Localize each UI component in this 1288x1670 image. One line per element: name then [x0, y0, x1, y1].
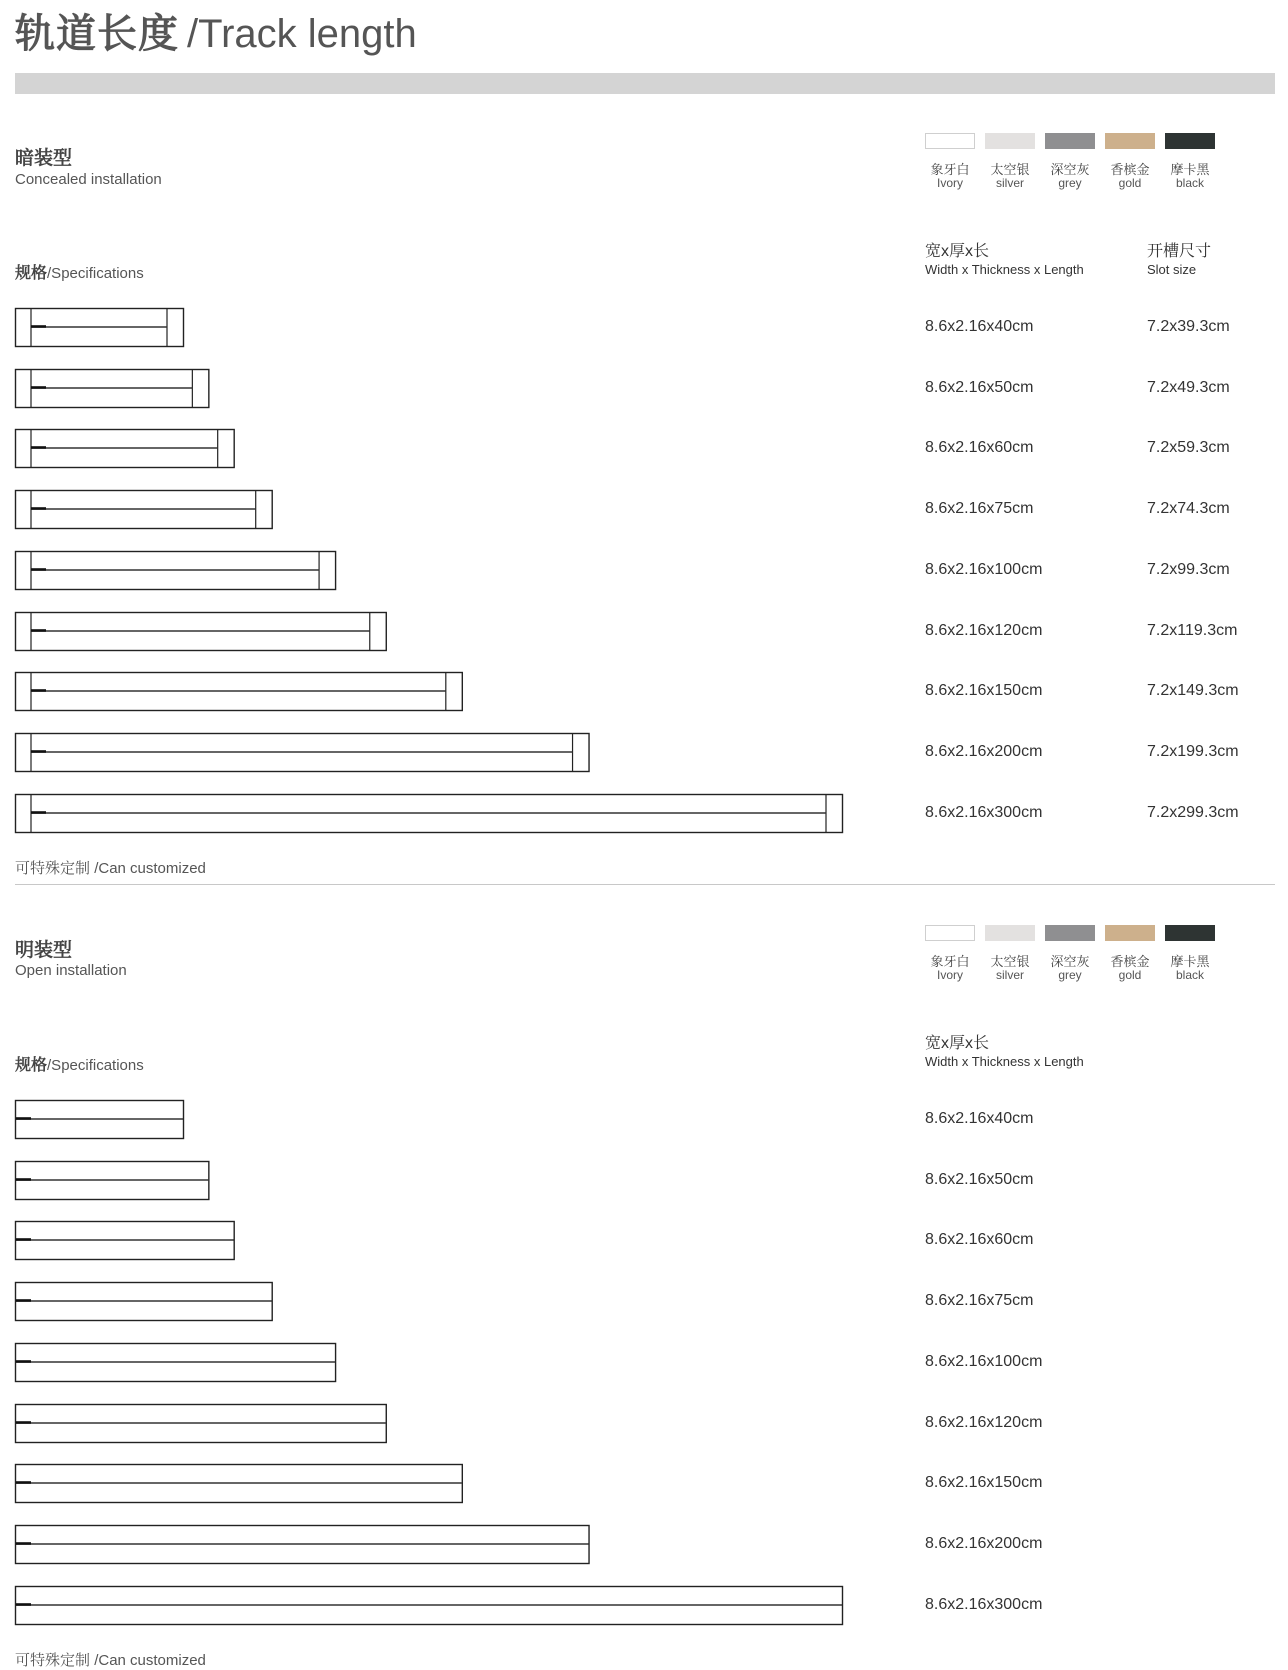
concealed-swatch-label-en: Ivory [936, 176, 963, 190]
concealed-slot-value: 7.2x149.3cm [1147, 682, 1239, 700]
open-track-drawing-100 [15, 1343, 337, 1383]
concealed-dims-value: 8.6x2.16x300cm [925, 803, 1043, 821]
open-swatch-label-cn: 太空银 [990, 954, 1030, 969]
open-track-drawing-300 [15, 1586, 844, 1626]
open-dims-value: 8.6x2.16x75cm [925, 1292, 1034, 1310]
open-title-en: Open installation [15, 962, 127, 979]
concealed-swatch-label-en: black [1175, 176, 1204, 190]
open-custom-note [15, 1649, 206, 1670]
open-dims-value: 8.6x2.16x60cm [925, 1231, 1034, 1249]
open-swatch-label-en: black [1175, 968, 1204, 982]
open-dims-value: 8.6x2.16x200cm [925, 1534, 1043, 1552]
concealed-title-cn: 暗装型 [15, 148, 73, 169]
open-swatch-label-cn: 象牙白 [930, 954, 970, 969]
concealed-slot-value: 7.2x299.3cm [1147, 803, 1239, 821]
open-custom-en: /Can customized [94, 1652, 206, 1669]
open-track-drawing-60 [15, 1221, 236, 1261]
open-track-drawing-120 [15, 1404, 388, 1444]
open-custom-cn: 可特殊定制 [15, 1652, 91, 1669]
open-dims-value: 8.6x2.16x40cm [925, 1110, 1034, 1127]
concealed-custom-cn: 可特殊定制 [15, 860, 91, 877]
concealed-col2-header-cn: 开槽尺寸 [1147, 243, 1212, 260]
open-swatch-label-en: Ivory [936, 968, 963, 982]
concealed-swatch-label-cn: 深空灰 [1050, 162, 1090, 177]
concealed-spec-cn: 规格 [15, 265, 48, 282]
concealed-swatch-label-en: silver [995, 176, 1024, 190]
concealed-dims-value: 8.6x2.16x40cm [925, 318, 1034, 335]
page-title-en: /Track length [187, 12, 417, 56]
concealed-dims-value: 8.6x2.16x120cm [925, 621, 1043, 639]
open-dims-value: 8.6x2.16x50cm [925, 1170, 1034, 1188]
concealed-dims-value: 8.6x2.16x50cm [925, 378, 1034, 396]
open-spec-en: /Specifications [47, 1057, 144, 1074]
concealed-track-drawing-75 [15, 490, 274, 530]
concealed-track-drawing-300 [15, 794, 844, 834]
open-swatch-black [1165, 925, 1215, 941]
concealed-slot-value: 7.2x119.3cm [1147, 621, 1238, 639]
concealed-swatch-black [1165, 133, 1215, 149]
concealed-track-drawing-40 [15, 308, 185, 348]
open-title-cn: 明装型 [15, 940, 73, 961]
open-swatch-grey [1045, 925, 1095, 941]
concealed-title-en: Concealed installation [15, 171, 162, 188]
open-track-drawing-150 [15, 1464, 464, 1504]
open-track-drawing-75 [15, 1282, 274, 1322]
open-swatch-silver [985, 925, 1035, 941]
open-track-drawing-200 [15, 1525, 591, 1565]
open-swatch-gold [1105, 925, 1155, 941]
concealed-swatch-ivory [925, 133, 975, 149]
section-divider [15, 884, 1275, 885]
concealed-swatch-label-cn: 摩卡黑 [1170, 162, 1210, 177]
open-dims-value: 8.6x2.16x100cm [925, 1352, 1043, 1370]
open-track-drawing-50 [15, 1161, 210, 1201]
concealed-track-drawing-100 [15, 551, 337, 591]
concealed-spec-label [15, 260, 144, 283]
concealed-col1-header-cn: 宽x厚x长 [925, 243, 990, 260]
concealed-swatch-label-cn: 太空银 [990, 162, 1030, 177]
open-col1-header-cn: 宽x厚x长 [925, 1035, 990, 1052]
open-swatch-label-en: gold [1118, 968, 1142, 982]
concealed-track-drawing-200 [15, 733, 591, 773]
concealed-col2-header-en: Slot size [1147, 262, 1197, 277]
concealed-swatch-label-en: gold [1118, 176, 1142, 190]
open-dims-value: 8.6x2.16x120cm [925, 1413, 1043, 1431]
concealed-slot-value: 7.2x59.3cm [1147, 439, 1230, 457]
concealed-custom-note [15, 857, 206, 878]
concealed-swatch-grey [1045, 133, 1095, 149]
open-swatch-label-en: grey [1058, 968, 1082, 982]
concealed-swatch-label-en: grey [1058, 176, 1082, 190]
open-swatch-label-cn: 摩卡黑 [1170, 954, 1210, 969]
open-swatch-label-en: silver [995, 968, 1024, 982]
open-track-drawing-40 [15, 1100, 185, 1140]
concealed-swatch-silver [985, 133, 1035, 149]
concealed-dims-value: 8.6x2.16x60cm [925, 439, 1034, 457]
open-spec-label [15, 1052, 144, 1075]
concealed-spec-en: /Specifications [47, 265, 144, 282]
open-swatch-label-cn: 深空灰 [1050, 954, 1090, 969]
concealed-track-drawing-150 [15, 672, 464, 712]
concealed-swatch-gold [1105, 133, 1155, 149]
title-underline-bar [15, 73, 1275, 94]
concealed-track-drawing-120 [15, 612, 388, 652]
concealed-dims-value: 8.6x2.16x100cm [925, 560, 1043, 578]
concealed-swatch-label-cn: 香槟金 [1110, 162, 1150, 177]
concealed-slot-value: 7.2x199.3cm [1147, 742, 1239, 760]
concealed-dims-value: 8.6x2.16x200cm [925, 742, 1043, 760]
page-title [15, 8, 417, 60]
concealed-slot-value: 7.2x49.3cm [1147, 378, 1230, 396]
open-dims-value: 8.6x2.16x150cm [925, 1474, 1043, 1492]
concealed-slot-value: 7.2x74.3cm [1147, 500, 1230, 518]
open-spec-cn: 规格 [15, 1057, 48, 1074]
concealed-custom-en: /Can customized [94, 860, 206, 877]
open-dims-value: 8.6x2.16x300cm [925, 1595, 1043, 1613]
open-swatch-ivory [925, 925, 975, 941]
page-title-cn: 轨道长度 [15, 12, 179, 56]
open-col1-header-en: Width x Thickness x Length [925, 1054, 1084, 1069]
concealed-dims-value: 8.6x2.16x150cm [925, 682, 1043, 700]
open-swatch-label-cn: 香槟金 [1110, 954, 1150, 969]
concealed-col1-header-en: Width x Thickness x Length [925, 262, 1084, 277]
concealed-track-drawing-60 [15, 429, 236, 469]
concealed-swatch-label-cn: 象牙白 [930, 162, 970, 177]
concealed-slot-value: 7.2x99.3cm [1147, 560, 1230, 578]
concealed-dims-value: 8.6x2.16x75cm [925, 500, 1034, 518]
concealed-track-drawing-50 [15, 369, 210, 409]
concealed-slot-value: 7.2x39.3cm [1147, 318, 1230, 335]
